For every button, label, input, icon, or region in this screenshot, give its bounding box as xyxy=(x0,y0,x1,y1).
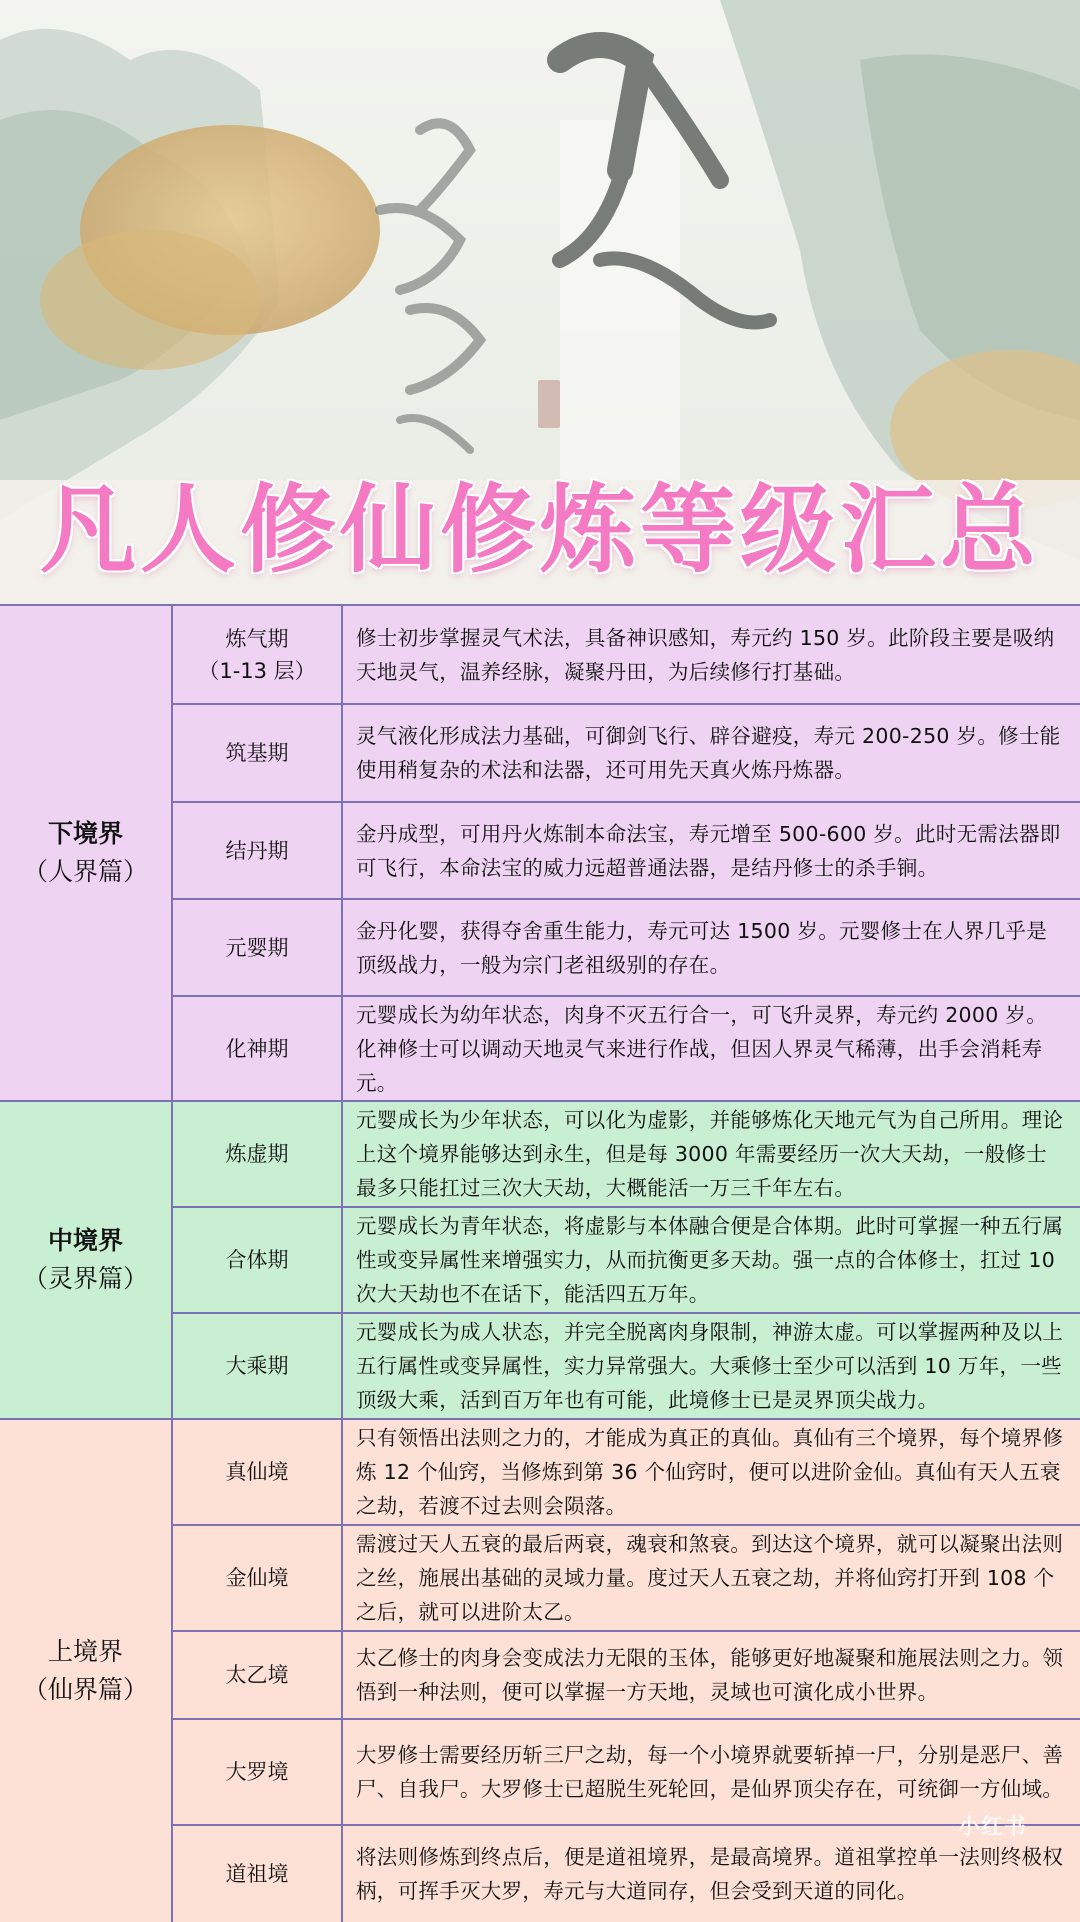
stage-description: 元婴成长为少年状态，可以化为虚影，并能够炼化天地元气为自己所用。理论上这个境界能够达到永生，但是每 3000 年需要经历一次大天劫，一般修士最多只能扛过三次大天劫，大概能活一万三千年左右。 xyxy=(356,1108,1064,1200)
table-row xyxy=(173,997,1080,1100)
stage-description: 修士初步掌握灵气术法，具备神识感知，寿元约 150 岁。此阶段主要是吸纳天地灵气，温养经脉，凝聚丹田，为后续修行打基础。 xyxy=(356,625,1055,684)
stage-name: 大罗境 xyxy=(225,1760,289,1784)
stage-cell xyxy=(173,1314,343,1418)
stage-description: 只有领悟出法则之力的，才能成为真正的真仙。真仙有三个境界，每个境界修炼 12 个仙窍，当修炼到第 36 个仙窍时，便可以进阶金仙。真仙有天人五衰之劫，若渡不过去则会陨落。 xyxy=(356,1426,1064,1518)
stage-description: 将法则修炼到终点后，便是道祖境界，是最高境界。道祖掌控单一法则终极权柄，可挥手灭大罗，寿元与大道同存，但会受到天道的同化。 xyxy=(356,1845,1064,1903)
stage-cell xyxy=(173,1632,343,1718)
stage-cell xyxy=(173,606,343,703)
page-title: 凡人修仙修炼等级汇总 xyxy=(40,474,1040,586)
stage-description: 元婴成长为幼年状态，肉身不灭五行合一，可飞升灵界，寿元约 2000 岁。化神修士可以调动天地灵气来进行作战，但因人界灵气稀薄，出手会消耗寿元。 xyxy=(356,1002,1048,1095)
stage-description: 灵气液化形成法力基础，可御剑飞行、辟谷避疫，寿元 200-250 岁。修士能使用稍复杂的术法和法器，还可用先天真火炼丹炼器。 xyxy=(356,724,1061,782)
stage-name: 太乙境 xyxy=(225,1663,289,1687)
stage-name: 炼虚期 xyxy=(225,1142,289,1166)
stage-description: 元婴成长为成人状态，并完全脱离肉身限制，神游太虚。可以掌握两种及以上五行属性或变异属性，实力异常强大。大乘修士至少可以活到 10 万年，一些顶级大乘，活到百万年也有可能，此境修士已是灵界顶尖战力。 xyxy=(356,1320,1064,1412)
realm-section-upper xyxy=(0,1420,1080,1922)
stage-cell xyxy=(173,1420,343,1524)
realm-name: 上境界 xyxy=(47,1637,123,1666)
seal-stamp xyxy=(538,380,560,428)
realm-name: 中境界 xyxy=(47,1226,123,1255)
realm-subtitle: （仙界篇） xyxy=(22,1675,148,1704)
table-row xyxy=(173,1720,1080,1826)
stage-cell xyxy=(173,705,343,801)
stage-name: 筑基期 xyxy=(225,741,289,765)
stage-description: 金丹成型，可用丹火炼制本命法宝，寿元增至 500-600 岁。此时无需法器即可飞行，本命法宝的威力远超普通法器，是结丹修士的杀手锏。 xyxy=(356,821,1061,880)
stage-name: 合体期 xyxy=(225,1248,289,1272)
table-row xyxy=(173,1420,1080,1526)
watermark-logo: 小红书 xyxy=(958,1815,1028,1840)
table-row xyxy=(173,900,1080,997)
table-row xyxy=(173,1102,1080,1208)
stage-cell xyxy=(173,1720,343,1824)
stage-cell xyxy=(173,1102,343,1206)
table-row xyxy=(173,606,1080,705)
table-row xyxy=(173,803,1080,900)
stage-cell xyxy=(173,997,343,1100)
stage-description: 大罗修士需要经历斩三尸之劫，每一个小境界就要斩掉一尸，分别是恶尸、善尸、自我尸。大罗修士已超脱生死轮回，是仙界顶尖存在，可统御一方仙域。 xyxy=(356,1743,1064,1801)
realm-subtitle: （灵界篇） xyxy=(22,1264,148,1293)
header-artwork xyxy=(0,0,1080,606)
stage-name: 道祖境 xyxy=(225,1862,289,1886)
table-row xyxy=(173,1632,1080,1720)
stage-name: 元婴期 xyxy=(225,935,289,960)
realm-cell xyxy=(0,1102,173,1418)
realm-section-lower xyxy=(0,606,1080,1102)
stage-cell xyxy=(173,1826,343,1922)
realm-cell xyxy=(0,606,173,1100)
stage-description: 金丹化婴，获得夺舍重生能力，寿元可达 1500 岁。元婴修士在人界几乎是顶级战力，一般为宗门老祖级别的存在。 xyxy=(356,918,1048,977)
stage-note: （1-13 层） xyxy=(198,658,316,683)
stage-name: 金仙境 xyxy=(225,1566,289,1590)
table-row xyxy=(173,1826,1080,1922)
stage-name: 真仙境 xyxy=(225,1460,289,1484)
stage-cell xyxy=(173,803,343,898)
table-row xyxy=(173,1526,1080,1632)
stage-cell xyxy=(173,1526,343,1630)
table-row xyxy=(173,1314,1080,1418)
cultivation-table xyxy=(0,604,1080,1922)
stage-name: 大乘期 xyxy=(225,1354,289,1378)
realm-section-middle xyxy=(0,1102,1080,1420)
table-row xyxy=(173,1208,1080,1314)
stage-name: 化神期 xyxy=(225,1036,289,1061)
realm-name: 下境界 xyxy=(47,819,123,848)
stage-cell xyxy=(173,900,343,995)
stage-cell xyxy=(173,1208,343,1312)
realm-subtitle: （人界篇） xyxy=(22,857,148,886)
stage-name: 结丹期 xyxy=(225,838,289,863)
stage-description: 元婴成长为青年状态，将虚影与本体融合便是合体期。此时可掌握一种五行属性或变异属性来增强实力，从而抗衡更多天劫。强一点的合体修士，扛过 10 次大天劫也不在话下，能活四五万年。 xyxy=(356,1214,1064,1306)
realm-cell xyxy=(0,1420,173,1922)
stage-description: 太乙修士的肉身会变成法力无限的玉体，能够更好地凝聚和施展法则之力。领悟到一种法则，便可以掌握一方天地，灵域也可演化成小世界。 xyxy=(356,1646,1064,1704)
stage-name: 炼气期 xyxy=(225,626,289,651)
table-row xyxy=(173,705,1080,803)
stage-description: 需渡过天人五衰的最后两衰，魂衰和煞衰。到达这个境界，就可以凝聚出法则之丝，施展出基础的灵域力量。度过天人五衰之劫，并将仙窍打开到 108 个之后，就可以进阶太乙。 xyxy=(356,1532,1064,1624)
